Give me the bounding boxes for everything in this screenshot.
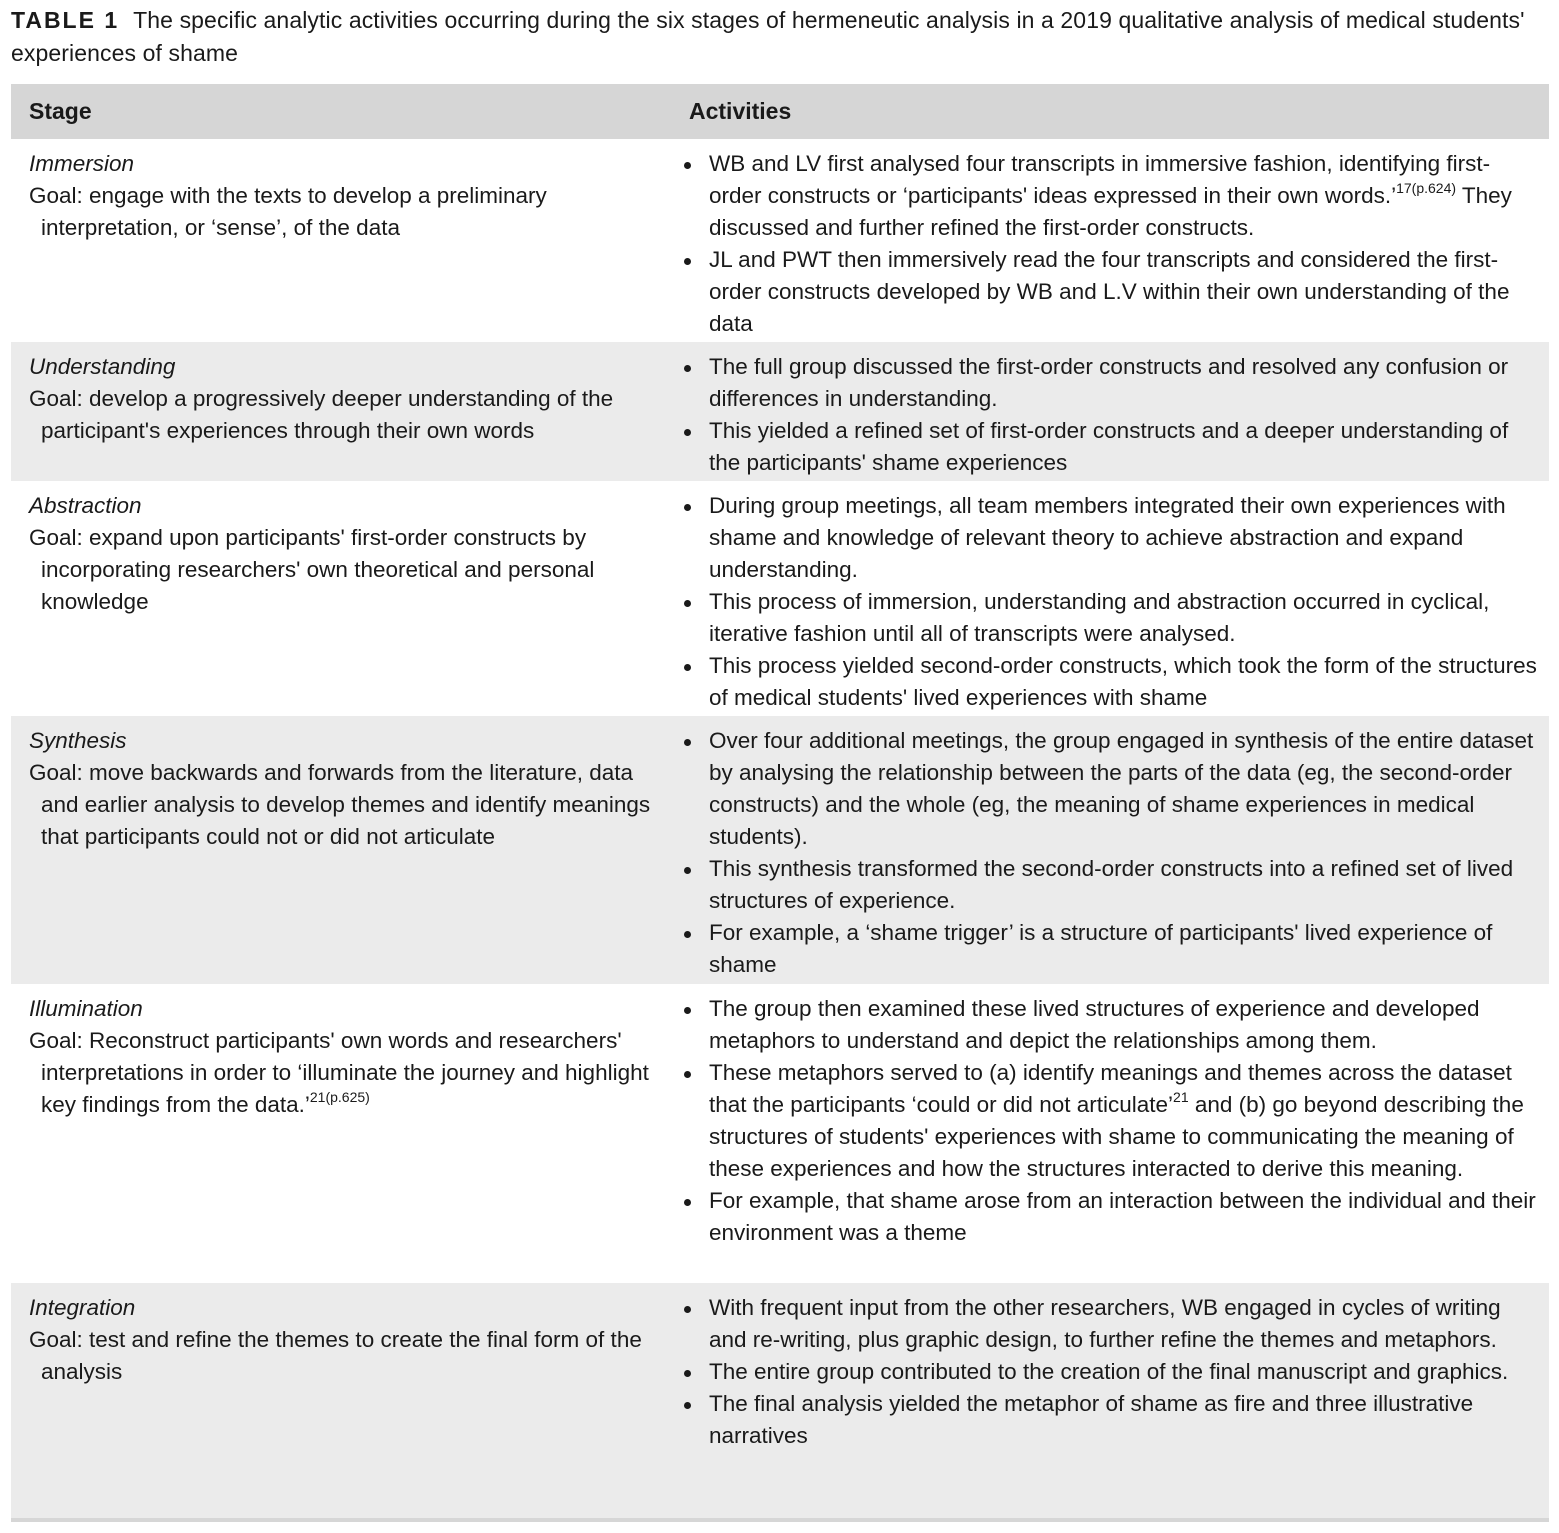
- list-item: WB and LV first analysed four transcripts in immersive fashion, identifying first-order constructs or ‘participants' ideas expressed in their own words.’$^{17(p.624)}$ They discussed and further refined the first-order constructs.: [681, 148, 1539, 244]
- stage-name: Integration: [29, 1295, 136, 1320]
- table-row: [11, 1283, 1549, 1518]
- table-row: [11, 984, 1549, 1283]
- list-item: The full group discussed the first-order constructs and resolved any confusion or differences in understanding.: [681, 351, 1539, 415]
- table-row: [11, 481, 1549, 716]
- stage-name: Illumination: [29, 996, 143, 1021]
- stage-cell: [11, 139, 671, 342]
- list-item: During group meetings, all team members integrated their own experiences with shame and knowledge of relevant theory to achieve abstraction and expand understanding.: [681, 490, 1539, 586]
- stage-cell: [11, 481, 671, 716]
- table-label: TABLE 1: [11, 7, 120, 33]
- list-item: The final analysis yielded the metaphor of shame as fire and three illustrative narratives: [681, 1388, 1539, 1452]
- list-item: With frequent input from the other researchers, WB engaged in cycles of writing and re-writing, plus graphic design, to further refine the themes and metaphors.: [681, 1292, 1539, 1356]
- list-item: This yielded a refined set of first-order constructs and a deeper understanding of the participants' shame experiences: [681, 415, 1539, 479]
- list-item: The group then examined these lived structures of experience and developed metaphors to understand and depict the relationships among them.: [681, 993, 1539, 1057]
- stage-cell: [11, 342, 671, 481]
- stage-cell: [11, 1283, 671, 1518]
- stage-name: Immersion: [29, 151, 135, 176]
- stage-goal: Goal: develop a progressively deeper understanding of the participant's experiences through their own words: [29, 386, 614, 443]
- activities-cell: [671, 984, 1549, 1283]
- activities-cell: [671, 1283, 1549, 1518]
- list-item: This process of immersion, understanding and abstraction occurred in cyclical, iterative fashion until all of transcripts were analysed.: [681, 586, 1539, 650]
- list-item: For example, a ‘shame trigger’ is a structure of participants' lived experience of shame: [681, 917, 1539, 981]
- table-row: [11, 342, 1549, 481]
- list-item: Over four additional meetings, the group engaged in synthesis of the entire dataset by analysing the relationship between the parts of the data (eg, the second-order constructs) and the whole (eg, the meaning of shame experiences in medical students).: [681, 725, 1539, 853]
- stage-name: Understanding: [29, 354, 176, 379]
- list-item: This synthesis transformed the second-order constructs into a refined set of lived structures of experience.: [681, 853, 1539, 917]
- stages-table: [11, 84, 1549, 1518]
- list-item: The entire group contributed to the creation of the final manuscript and graphics.: [681, 1356, 1539, 1388]
- activities-cell: [671, 716, 1549, 984]
- table-row: [11, 716, 1549, 984]
- list-item: For example, that shame arose from an interaction between the individual and their environment was a theme: [681, 1185, 1539, 1249]
- header-stage: Stage: [29, 98, 92, 124]
- caption-text: The specific analytic activities occurring during the six stages of hermeneutic analysis in a 2019 qualitative analysis of medical students' experiences of shame: [11, 7, 1525, 66]
- citation: 21(p.625): [309, 1089, 370, 1105]
- activities-cell: [671, 139, 1549, 342]
- stage-goal: Goal: move backwards and forwards from the literature, data and earlier analysis to develop themes and identify meanings that participants could not or did not articulate: [29, 760, 651, 849]
- stage-goal: Goal: expand upon participants' first-order constructs by incorporating researchers' own theoretical and personal knowledge: [29, 525, 595, 614]
- list-item: JL and PWT then immersively read the four transcripts and considered the first-order constructs developed by WB and L.V within their own understanding of the data: [681, 244, 1539, 340]
- stage-cell: [11, 716, 671, 984]
- activities-cell: [671, 342, 1549, 481]
- citation: 21: [1173, 1089, 1189, 1105]
- table-caption: [11, 4, 1541, 70]
- table-bottom-rule: [11, 1518, 1549, 1522]
- table-row: [11, 139, 1549, 342]
- stage-name: Synthesis: [29, 728, 127, 753]
- stage-name: Abstraction: [29, 493, 142, 518]
- list-item: This process yielded second-order constructs, which took the form of the structures of medical students' lived experiences with shame: [681, 650, 1539, 714]
- list-item: These metaphors served to (a) identify meanings and themes across the dataset that the participants ‘could or did not articulate’$^{21}$ and (b) go beyond describing the structures of students' experiences with shame to communicating the meaning of these experiences and how the structures interacted to derive this meaning.: [681, 1057, 1539, 1185]
- header-activities: Activities: [689, 98, 792, 124]
- stage-goal: Goal: test and refine the themes to create the final form of the analysis: [29, 1327, 642, 1384]
- table-header: [11, 84, 1549, 139]
- citation: 17(p.624): [1396, 180, 1457, 196]
- stage-goal: Goal: engage with the texts to develop a preliminary interpretation, or ‘sense’, of the data: [29, 183, 547, 240]
- stage-cell: [11, 984, 671, 1283]
- stage-goal: Goal: Reconstruct participants' own words and researchers' interpretations in order to ‘illuminate the journey and highlight key findings from the data.’$^{21(p.625)}$: [29, 1028, 649, 1117]
- activities-cell: [671, 481, 1549, 716]
